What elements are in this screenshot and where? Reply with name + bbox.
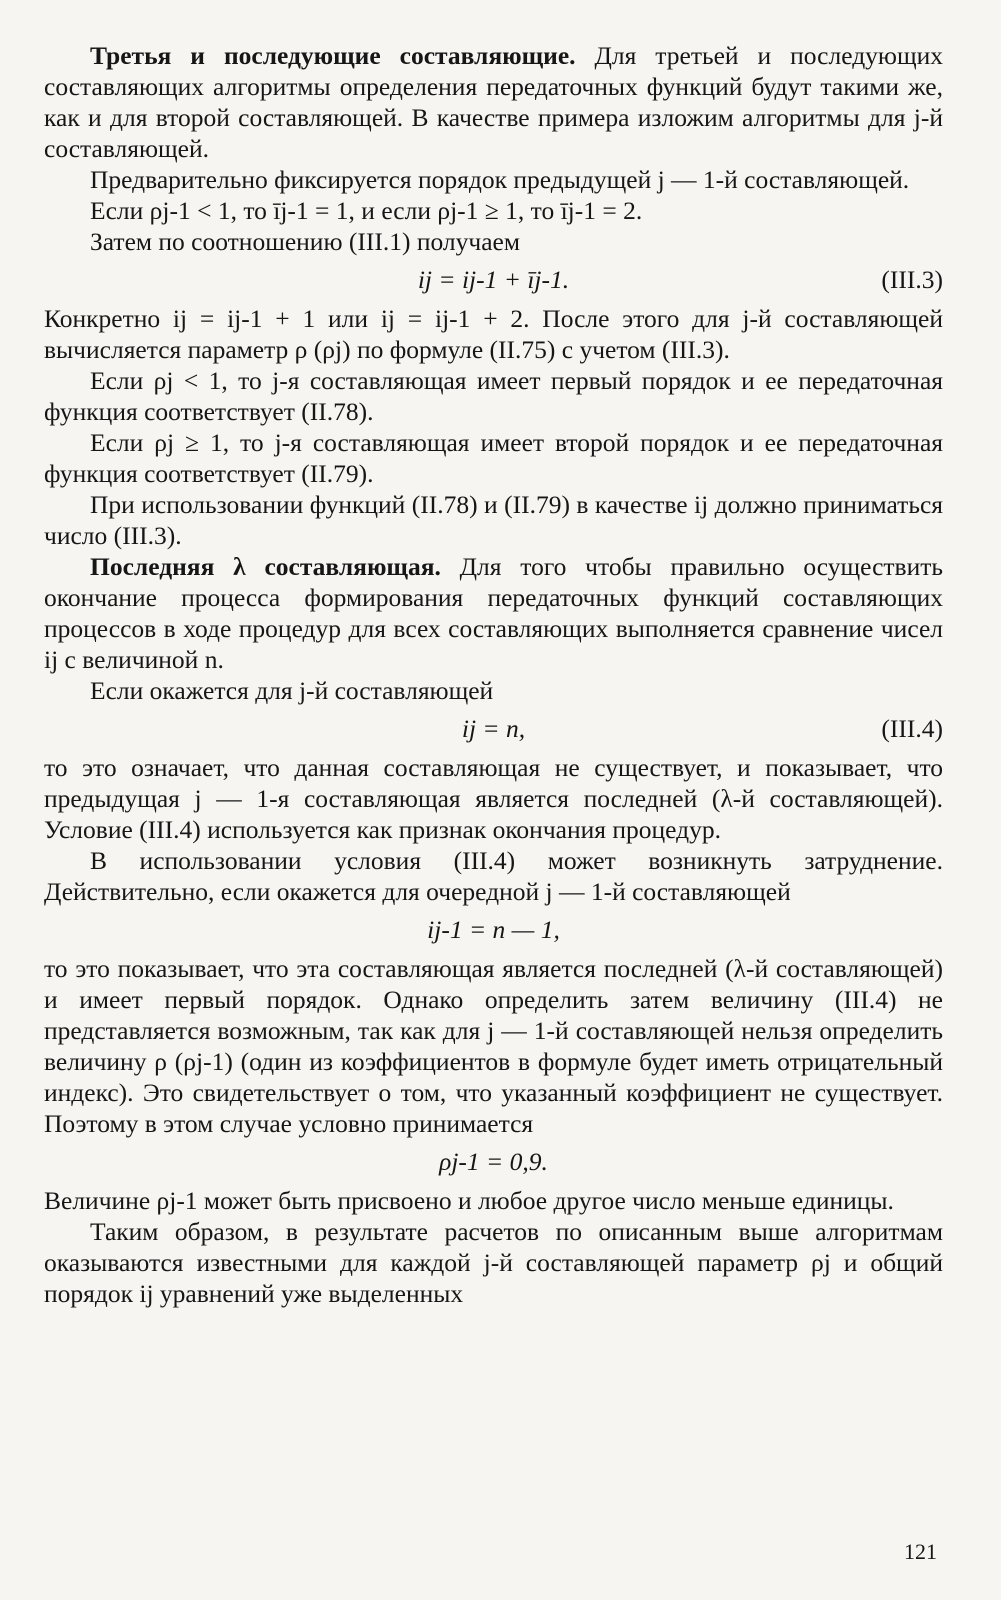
equation-iii-3-number: (III.3) [881,265,943,294]
equation-iii-4-number: (III.4) [881,714,943,743]
section-heading-last: Последняя λ составляющая. [90,552,441,581]
equation-iii-4-formula: ij = n, [461,714,526,743]
paragraph-order-fixed: Предварительно фиксируется порядок предыдущей j — 1-й составляющей. [90,165,910,194]
paragraph-if-j: Если окажется для j-й составляющей [90,676,494,705]
equation-iii-3-formula: ij = ij-1 + īj-1. [417,265,570,294]
equation-iii-4 [44,708,943,750]
paragraph-second-order: Если ρj ≥ 1, то j-я составляющая имеет второй порядок и ее передаточная функция соответствует (II.79). [44,428,943,488]
equation-rho [44,1141,943,1183]
paragraph-concretely: Конкретно ij = ij-1 + 1 или ij = ij-1 + 2. После этого для j-й составляющей вычисляется параметр ρ (ρj) по формуле (II.75) с учетом (III.3). [44,304,943,364]
paragraph-then: Затем по соотношению (III.1) получаем [90,227,520,256]
paragraph-shows: то это показывает, что эта составляющая является последней (λ-й составляющей) и имеет первый порядок. Однако определить затем величину (III.4) не представляется возможным, так как для j — 1-й составляющей нельзя определить величину ρ (ρj-1) (один из коэффициентов в формуле будет иметь отрицательный индекс). Это свидетельствует о том, что указанный коэффициент не существует. Поэтому в этом случае условно принимается [44,954,943,1138]
equation-i-minus-formula: ij-1 = n — 1, [427,915,560,944]
equation-rho-formula: ρj-1 = 0,9. [439,1147,548,1176]
section-heading-third: Третья и последующие составляющие. [90,41,576,70]
paragraph-thus: Таким образом, в результате расчетов по описанным выше алгоритмам оказываются известными для каждой j-й составляющей параметр ρj и общий порядок ij уравнений уже выделенных [44,1217,943,1308]
paragraph-first-order: Если ρj < 1, то j-я составляющая имеет первый порядок и ее передаточная функция соответствует (II.78). [44,366,943,426]
paragraph-third-text: Для третьей и последующих составляющих алгоритмы определения передаточных функций будут такими же, как и для второй составляющей. В качестве примера изложим алгоритмы для j-й составляющей. [44,41,943,163]
paragraph-means: то это означает, что данная составляющая не существует, и показывает, что предыдущая j — 1-я составляющая является последней (λ-й составляющей). Условие (III.4) используется как признак окончания процедур. [44,753,943,844]
paragraph-functions-use: При использовании функций (II.78) и (II.79) в качестве ij должно приниматься число (III.3). [44,490,943,550]
equation-iii-3 [44,259,943,301]
paragraph-last-component [44,551,943,675]
paragraph-third-components [44,40,943,164]
paragraph-last-text: Для того чтобы правильно осуществить окончание процесса формирования передаточных функций составляющих процессов в ходе процедур для всех составляющих выполняется сравнение чисел ij с величиной n. [44,552,943,674]
paragraph-rho-value: Величине ρj-1 может быть присвоено и любое другое число меньше единицы. [44,1186,894,1215]
page-number: 121 [904,1539,937,1564]
paragraph-difficulty: В использовании условия (III.4) может возникнуть затруднение. Действительно, если окажется для очередной j — 1-й составляющей [44,846,943,906]
paragraph-rho-condition: Если ρj-1 < 1, то īj-1 = 1, и если ρj-1 ≥ 1, то īj-1 = 2. [90,196,643,225]
equation-i-minus [44,909,943,951]
